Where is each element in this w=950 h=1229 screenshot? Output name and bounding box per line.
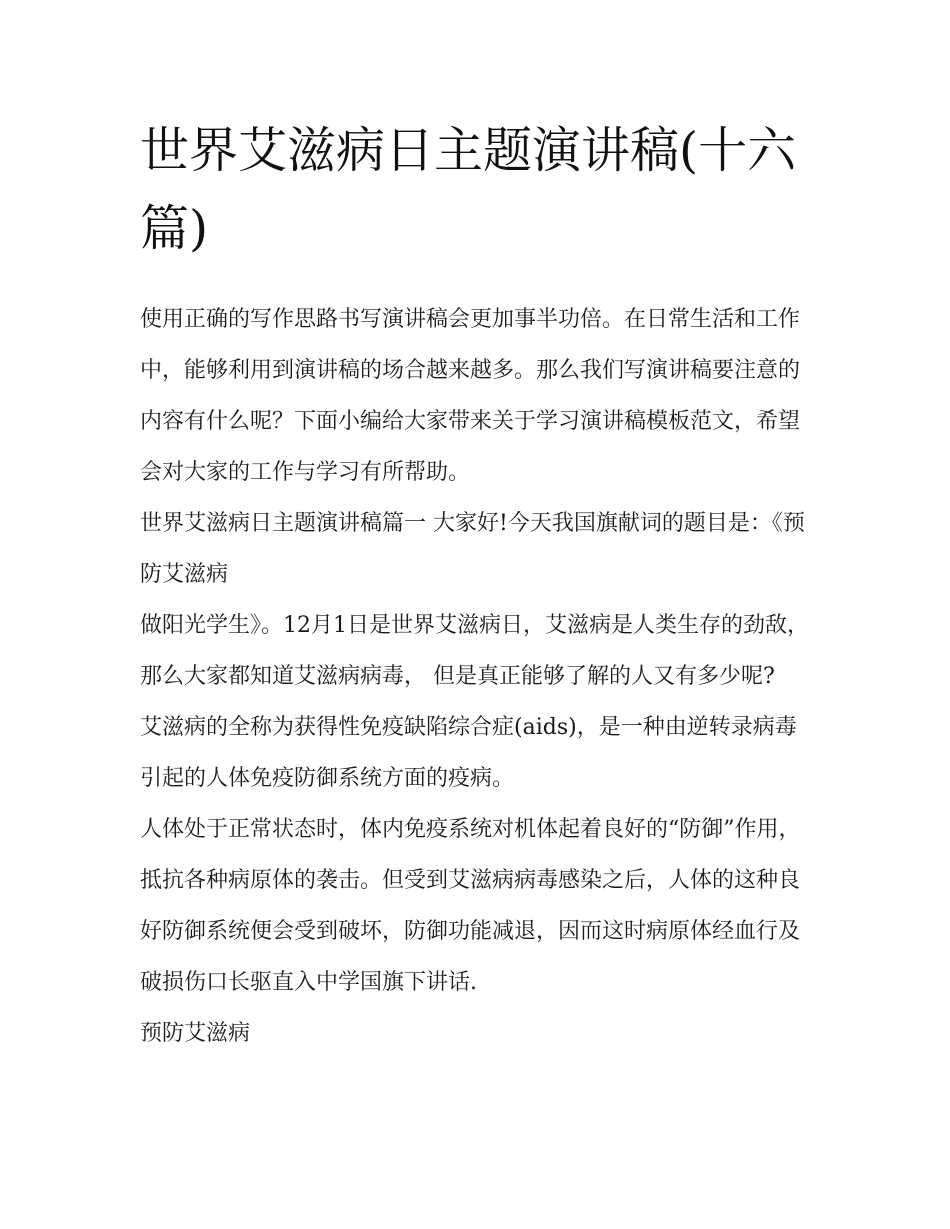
document-title: 世界艾滋病日主题演讲稿(十六篇) bbox=[140, 122, 797, 257]
paragraph-intro: 使用正确的写作思路书写演讲稿会更加事半功倍。在日常生活和工作中，能够利用到演讲稿的场合越来越多。那么我们写演讲稿要注意的内容有什么呢？下面小编给大家带来关于学习演讲稿模板范文，希望会对大家的工作与学习有所帮助。 bbox=[140, 307, 801, 485]
paragraph-aids-day: 做阳光学生》。12月1日是世界艾滋病日，艾滋病是人类生存的劲敌，那么大家都知道艾滋病病毒， 但是真正能够了解的人又有多少呢? bbox=[140, 613, 809, 689]
paragraph-immune-system: 人体处于正常状态时，体内免疫系统对机体起着良好的“防御”作用，抵抗各种病原体的袭击。但受到艾滋病病毒感染之后，人体的这种良好防御系统便会受到破坏，防御功能减退，因而这时病原体经血行及破损伤口长驱直入中学国旗下讲话. bbox=[140, 817, 801, 995]
document-page bbox=[140, 112, 815, 1059]
document-body bbox=[140, 294, 815, 1059]
paragraph-aids-definition: 艾滋病的全称为获得性免疫缺陷综合症(aids)，是一种由逆转录病毒引起的人体免疫防御系统方面的疫病。 bbox=[140, 715, 797, 791]
paragraph-prevention: 预防艾滋病 bbox=[140, 1021, 251, 1046]
paragraph-speech-opening: 世界艾滋病日主题演讲稿篇一 大家好!今天我国旗献词的题目是：《预防艾滋病 bbox=[140, 511, 805, 587]
